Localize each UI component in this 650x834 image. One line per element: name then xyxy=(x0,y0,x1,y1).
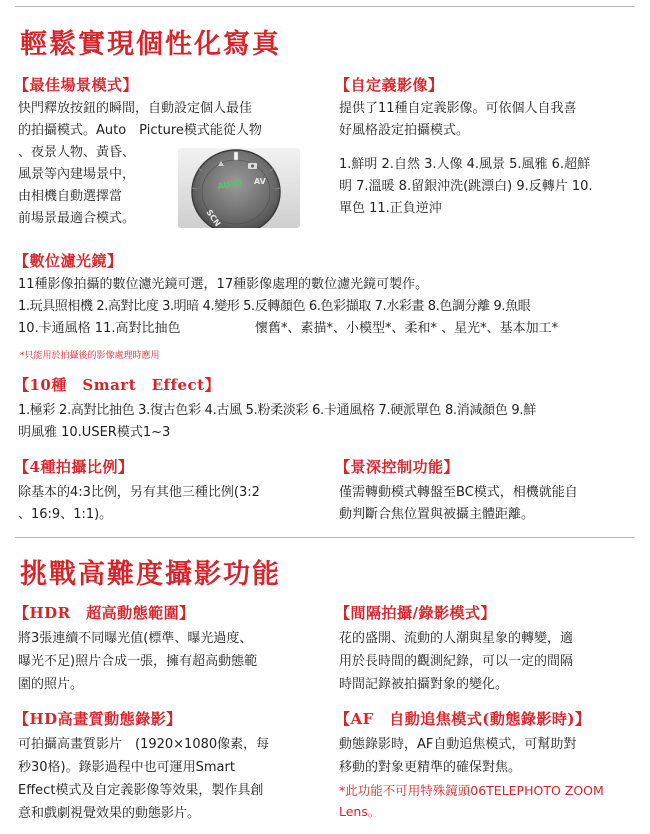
interval-line-1: 花的盛開、流動的人潮與星象的轉變，適 xyxy=(339,631,574,646)
hd-video-line-4: 意和戲劇視覺效果的動態影片。 xyxy=(18,806,201,821)
aspect-ratio-heading: 【4種拍攝比例】 xyxy=(14,458,134,476)
scene-mode-line-2: 的拍攝模式。Auto Picture模式能從人物 xyxy=(18,123,262,138)
hdr-heading: 【HDR 超高動態範圍】 xyxy=(14,604,195,622)
scene-mode-line-3: 、夜景人物、黃昏、 xyxy=(18,145,136,160)
scene-mode-line-6: 前場景最適合模式。 xyxy=(18,211,136,226)
digital-filter-note: *只能用於拍攝後的影像處理時應用 xyxy=(20,351,160,361)
section1-title: 輕鬆實現個性化寫真 xyxy=(20,29,281,60)
mode-dial-icon xyxy=(178,148,300,228)
smart-effect-line-2: 明風雅 10.USER模式1~3 xyxy=(18,425,171,440)
depth-control-line-1: 僅需轉動模式轉盤至BC模式，相機就能自 xyxy=(339,485,578,500)
digital-filter-line-1: 11種影像拍攝的數位濾光鏡可選，17種影像處理的數位濾光鏡可製作。 xyxy=(18,277,429,292)
custom-image-heading: 【自定義影像】 xyxy=(335,76,444,94)
depth-control-heading: 【景深控制功能】 xyxy=(335,458,460,476)
interval-line-3: 時間記錄被拍攝對象的變化。 xyxy=(339,677,509,692)
af-tracking-line-1: 動態錄影時，AF自動追焦模式，可幫助對 xyxy=(339,737,577,752)
aspect-ratio-line-1: 除基本的4:3比例，另有其他三種比例(3:2 xyxy=(18,485,260,500)
af-tracking-note-1: *此功能不可用特殊鏡頭06TELEPHOTO ZOOM xyxy=(339,783,604,798)
dial-scn-label: SCN xyxy=(204,207,223,228)
af-tracking-line-2: 移動的對象更精準的確保對焦。 xyxy=(339,760,522,775)
scene-mode-heading: 【最佳場景模式】 xyxy=(14,76,139,94)
dial-auto-label: AUTO xyxy=(217,178,243,191)
middle-divider xyxy=(15,537,635,538)
hd-video-heading: 【HD高畫質動態錄影】 xyxy=(14,710,182,728)
digital-filter-line-3: 10.卡通風格 11.高對比抽色 xyxy=(18,321,181,336)
scene-mode-line-4: 風景等內建場景中， xyxy=(18,167,136,182)
hd-video-line-1: 可拍攝高畫質影片 (1920×1080像素，每 xyxy=(18,737,270,752)
aspect-ratio-line-2: 、16:9、1:1)。 xyxy=(18,507,113,522)
digital-filter-line-4: 懷舊*、素描*、小模型*、柔和* 、星光*、基本加工* xyxy=(255,321,559,336)
scene-mode-line-5: 由相機自動選擇當 xyxy=(18,189,123,204)
hd-video-line-2: 秒30格)。錄影過程中也可運用Smart xyxy=(18,760,235,775)
section2-title: 挑戰高難度攝影功能 xyxy=(20,559,281,590)
hd-video-line-3: Effect模式及自定義影像等效果，製作具創 xyxy=(18,783,264,798)
custom-image-line-2: 好風格設定拍攝模式。 xyxy=(339,123,470,138)
digital-filter-line-2: 1.玩具照相機 2.高對比度 3.明暗 4.變形 5.反轉顏色 6.色彩擷取 7.水彩畫 8.色調分離 9.魚眼 xyxy=(18,299,531,314)
scene-mode-line-1: 快門釋放按鈕的瞬間，自動設定個人最佳 xyxy=(18,101,253,116)
custom-image-list-1: 1.鮮明 2.自然 3.人像 4.風景 5.風雅 6.超鮮 xyxy=(339,157,591,172)
custom-image-list-3: 單色 11.正負逆沖 xyxy=(339,201,442,216)
top-divider xyxy=(15,6,635,7)
af-tracking-heading: 【AF 自動追焦模式(動態錄影時)】 xyxy=(335,710,591,728)
custom-image-line-1: 提供了11種自定義影像。可依個人自我喜 xyxy=(339,101,577,116)
dial-av-label: AV xyxy=(254,177,266,186)
af-tracking-note-2: Lens。 xyxy=(339,804,381,819)
smart-effect-heading: 【10種 Smart Effect】 xyxy=(14,376,221,394)
digital-filter-heading: 【數位濾光鏡】 xyxy=(14,252,123,270)
hdr-line-1: 將3張連續不同曝光值(標準、曝光過度、 xyxy=(18,631,253,646)
hdr-line-2: 曝光不足)照片合成一張，擁有超高動態範 xyxy=(18,654,258,669)
interval-line-2: 用於長時間的觀測紀錄，可以一定的間隔 xyxy=(339,654,574,669)
smart-effect-line-1: 1.極彩 2.高對比抽色 3.復古色彩 4.古風 5.粉柔淡彩 6.卡通風格 7.硬派單色 8.消減顏色 9.鮮 xyxy=(18,403,536,418)
hdr-line-3: 圍的照片。 xyxy=(18,677,84,692)
depth-control-line-2: 動判斷合焦位置與被攝主體距離。 xyxy=(339,507,535,522)
custom-image-list-2: 明 7.溫暖 8.留銀沖洗(跳漂白) 9.反轉片 10. xyxy=(339,179,593,194)
camera-mode-dial-image xyxy=(178,148,300,228)
interval-heading: 【間隔拍攝/錄影模式】 xyxy=(335,604,496,622)
